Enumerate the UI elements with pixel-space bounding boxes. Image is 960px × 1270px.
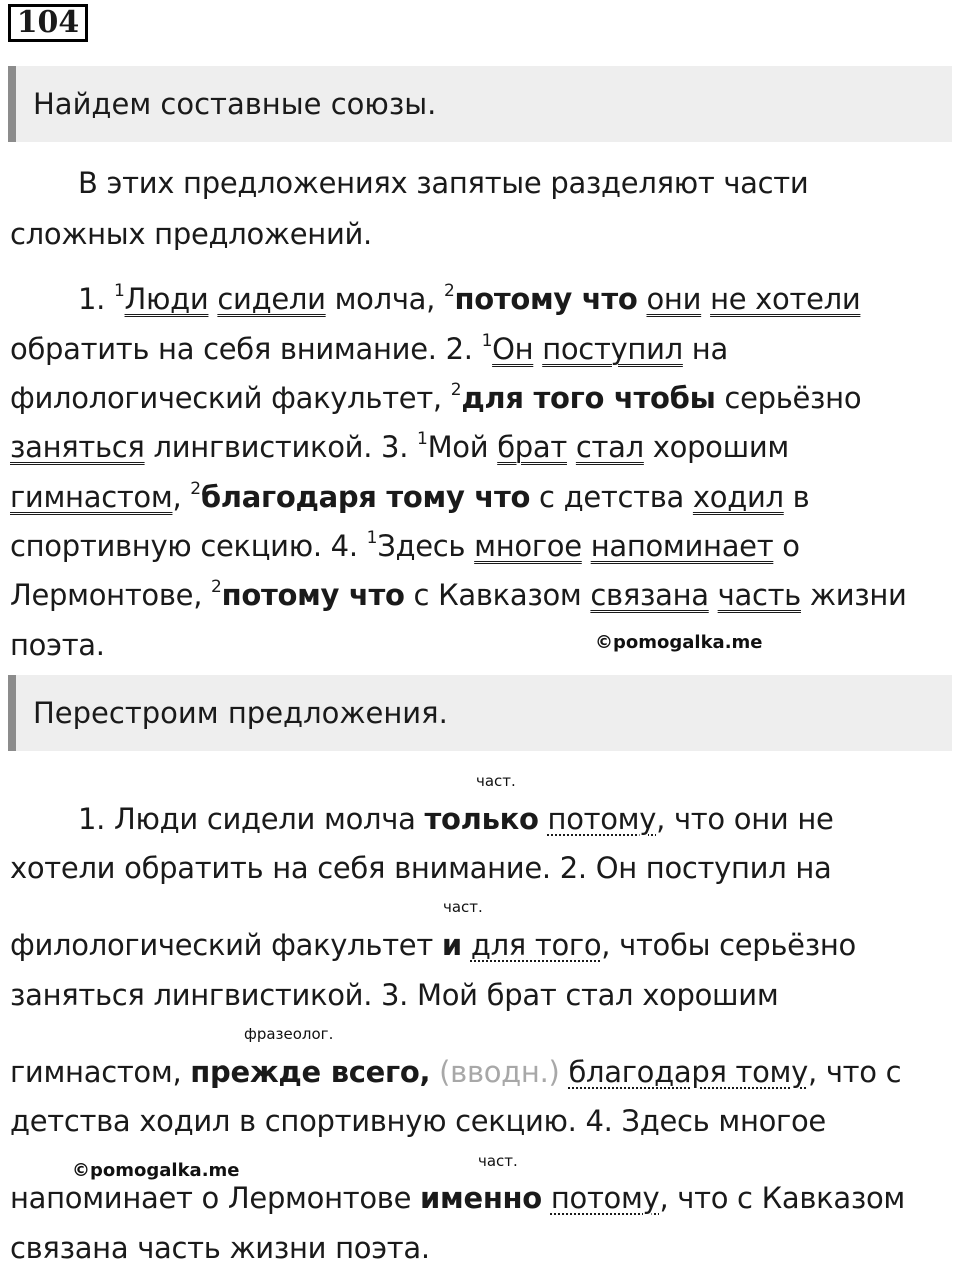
- rebuilt-line-6: детства ходил в спортивную секцию. 4. Здесь многое: [10, 1104, 826, 1138]
- predicate: связана: [590, 578, 709, 612]
- pronoun: потому: [547, 802, 657, 836]
- sentence-line-4: заняться лингвистикой. 3. $^1$Мой брат стал хорошим: [10, 429, 789, 464]
- subject: часть: [717, 578, 801, 612]
- annotation-particle: част.: [478, 1152, 518, 1170]
- rebuilt-line-7: напоминает о Лермонтове именно потому, что с Кавказом: [10, 1181, 906, 1215]
- predicate: стал: [575, 430, 644, 464]
- rebuilt-line-3: филологический факультет и для того, чтобы серьёзно: [10, 928, 856, 962]
- intro-line-1: В этих предложениях запятые разделяют части: [78, 166, 809, 200]
- sentence-line-6: спортивную секцию. 4. $^1$Здесь многое напоминает о: [10, 528, 800, 563]
- sentence-line-1: 1. $^1$Люди сидели молча, $^2$потому что они не хотели: [78, 281, 861, 316]
- subject: Он: [492, 332, 534, 366]
- introductory-note: (вводн.): [439, 1055, 560, 1089]
- banner-title: Найдем составные союзы.: [33, 87, 437, 121]
- annotation-particle: част.: [443, 898, 483, 916]
- rebuilt-line-5: гимнастом, прежде всего, (вводн.) благодаря тому, что с: [10, 1055, 902, 1089]
- annotation-particle: част.: [476, 772, 516, 790]
- rebuilt-line-4: заняться лингвистикой. 3. Мой брат стал хорошим: [10, 978, 779, 1012]
- predicate: не хотели: [710, 282, 861, 316]
- pronoun: благодаря тому: [568, 1055, 808, 1089]
- sentence-line-2: обратить на себя внимание. 2. $^1$Он поступил на: [10, 331, 728, 366]
- predicate: гимнастом: [10, 480, 173, 514]
- pronoun: потому: [550, 1181, 660, 1215]
- annotation-phraseologism: фразеолог.: [244, 1025, 334, 1043]
- rebuilt-line-8: связана часть жизни поэта.: [10, 1231, 430, 1265]
- sentence-line-5: гимнастом, $^2$благодаря тому что с детства ходил в: [10, 479, 810, 514]
- task-number: 104: [8, 4, 88, 42]
- conjunction: благодаря тому что: [200, 480, 531, 514]
- rebuilt-line-2: хотели обратить на себя внимание. 2. Он поступил на: [10, 851, 832, 885]
- pronoun: для того: [470, 928, 602, 962]
- rebuilt-line-1: 1. Люди сидели молча только потому, что они не: [78, 802, 834, 836]
- section-banner-find: [8, 66, 952, 142]
- watermark: ©pomogalka.me: [595, 632, 763, 653]
- banner-title: Перестроим предложения.: [33, 696, 448, 730]
- subject: они: [646, 282, 702, 316]
- subject: многое: [474, 529, 582, 563]
- sentence-line-7: Лермонтове, $^2$потому что с Кавказом связана часть жизни: [10, 577, 907, 612]
- intro-line-2: сложных предложений.: [10, 217, 372, 251]
- sentence-line-8: поэта.: [10, 628, 105, 662]
- particle: только: [424, 802, 539, 836]
- watermark: ©pomogalka.me: [72, 1160, 240, 1181]
- particle: именно: [420, 1181, 542, 1215]
- predicate: заняться: [10, 430, 145, 464]
- conjunction: потому что: [454, 282, 638, 316]
- predicate: ходил: [692, 480, 784, 514]
- conjunction: для того чтобы: [461, 381, 716, 415]
- predicate: поступил: [542, 332, 683, 366]
- subject: Люди: [124, 282, 209, 316]
- predicate: напоминает: [590, 529, 774, 563]
- particle: и: [441, 928, 462, 962]
- section-banner-rebuild: [8, 675, 952, 751]
- conjunction: потому что: [221, 578, 405, 612]
- phraseologism: прежде всего,: [190, 1055, 431, 1089]
- predicate: сидели: [217, 282, 326, 316]
- subject: брат: [497, 430, 567, 464]
- sentence-line-3: филологический факультет, $^2$для того чтобы серьёзно: [10, 380, 862, 415]
